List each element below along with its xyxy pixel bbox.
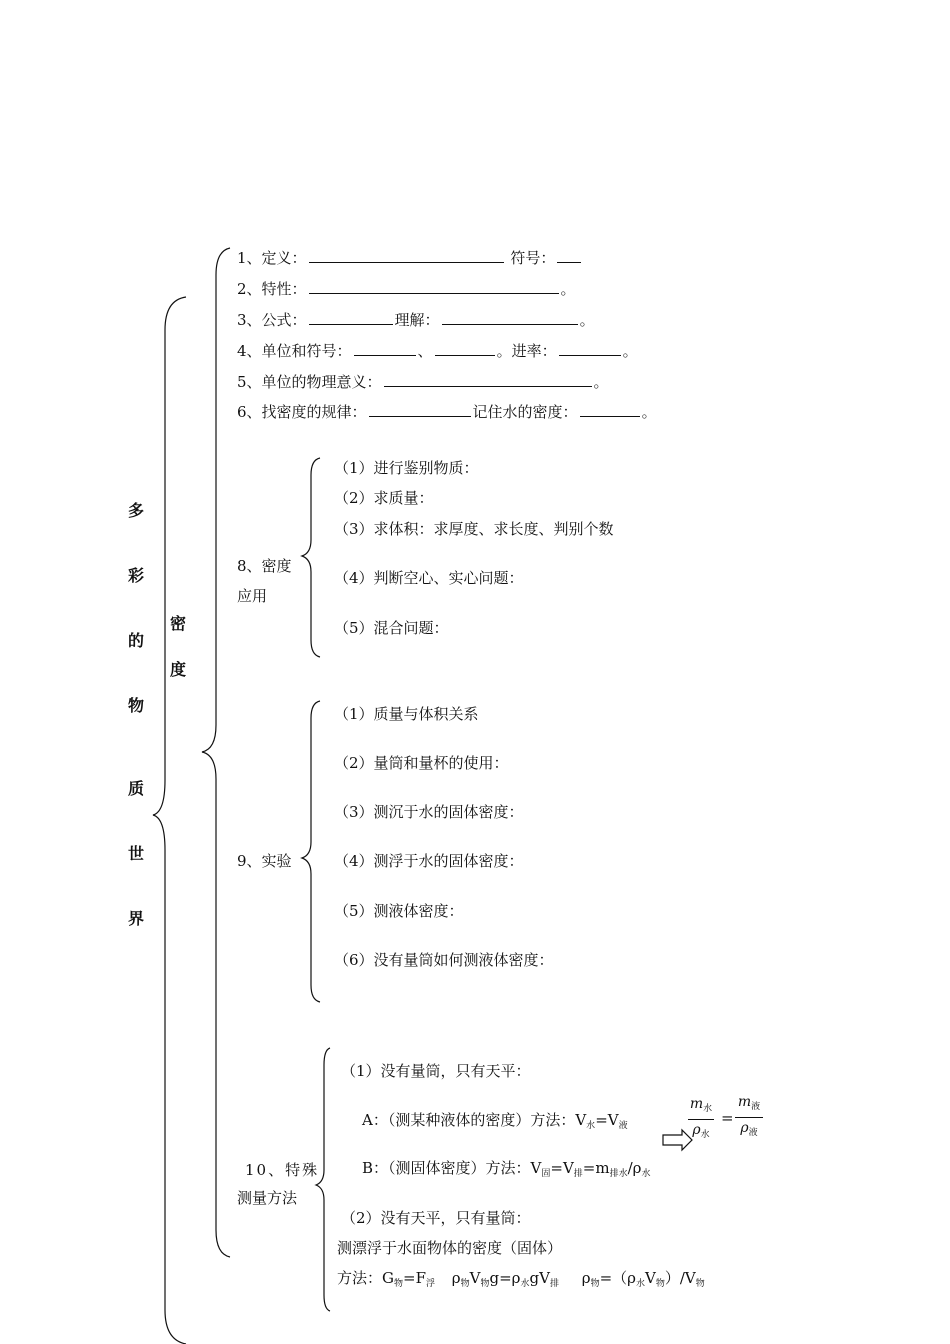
floating-object-line: 测漂浮于水面物体的密度（固体） (337, 1239, 563, 1257)
exp-sub: （5）测液体密度： (334, 902, 464, 920)
item-formula: 3、公式： 理解： 。 (237, 311, 595, 329)
fraction-liquid: $m_液$ $\rho_液$ (735, 1094, 763, 1141)
density-brace (202, 248, 230, 1257)
item-property: 2、特性： 。 (237, 280, 576, 298)
app-label-2: 应用 (237, 587, 268, 605)
app-sub: （2）求质量： (334, 489, 434, 507)
outer-brace (153, 297, 186, 1344)
fraction-water: $m_水$ $\rho_水$ (689, 1096, 713, 1140)
item-rule: 6、找密度的规律： 记住水的密度： 。 (237, 403, 657, 421)
exp-sub: （4）测浮于水的固体密度： (334, 852, 524, 870)
item-unit-meaning: 5、单位的物理意义： 。 (237, 373, 609, 391)
experiment-brace (302, 701, 320, 1002)
method-formula: 方法：$G_物=F_浮$ $\rho_物V_物g=\rho_水gV_排$ $\rho_物=(\rho_水V_物)/V_物$ (337, 1269, 705, 1289)
special-label-1: 10、特殊 (245, 1161, 320, 1179)
exp-sub: （6）没有量筒如何测液体密度： (334, 951, 554, 969)
title-char: 物 (128, 696, 145, 715)
special-label-2: 测量方法 (237, 1189, 298, 1207)
item-units: 4、单位和符号： 、 。进率： 。 (237, 342, 638, 360)
exp-label: 9、实验 (237, 852, 292, 870)
method-b: B：（测固体密度）方法：$V_固=V_排=m_{排水}/\rho_水$ (362, 1159, 651, 1179)
title-char: 彩 (128, 566, 145, 585)
title-char: 的 (128, 631, 145, 650)
application-brace (302, 458, 320, 657)
title-char: 多 (128, 501, 145, 520)
title-char: 界 (128, 909, 145, 928)
app-label-1: 8、密度 (237, 557, 292, 575)
fraction-equals: = (721, 1109, 734, 1127)
title-char: 世 (128, 844, 145, 863)
app-sub: （3）求体积：求厚度、求长度、判别个数 (334, 520, 614, 538)
app-sub: （5）混合问题： (334, 619, 449, 637)
density-char: 密 (170, 614, 187, 633)
item-definition: 1、定义： 符号： (237, 248, 583, 268)
app-sub: （4）判断空心、实心问题： (334, 569, 524, 587)
app-sub: （1）进行鉴别物质： (334, 459, 479, 477)
special-case-2: （2）没有天平，只有量筒： (341, 1209, 531, 1227)
method-a: A：（测某种液体的密度）方法：$V_水=V_液$ (362, 1111, 628, 1131)
exp-sub: （3）测沉于水的固体密度： (334, 803, 524, 821)
density-char: 度 (170, 660, 187, 679)
exp-sub: （2）量筒和量杯的使用： (334, 754, 509, 772)
special-case-1: （1）没有量筒，只有天平： (341, 1062, 531, 1080)
exp-sub: （1）质量与体积关系 (334, 705, 479, 723)
title-char: 质 (128, 779, 145, 798)
